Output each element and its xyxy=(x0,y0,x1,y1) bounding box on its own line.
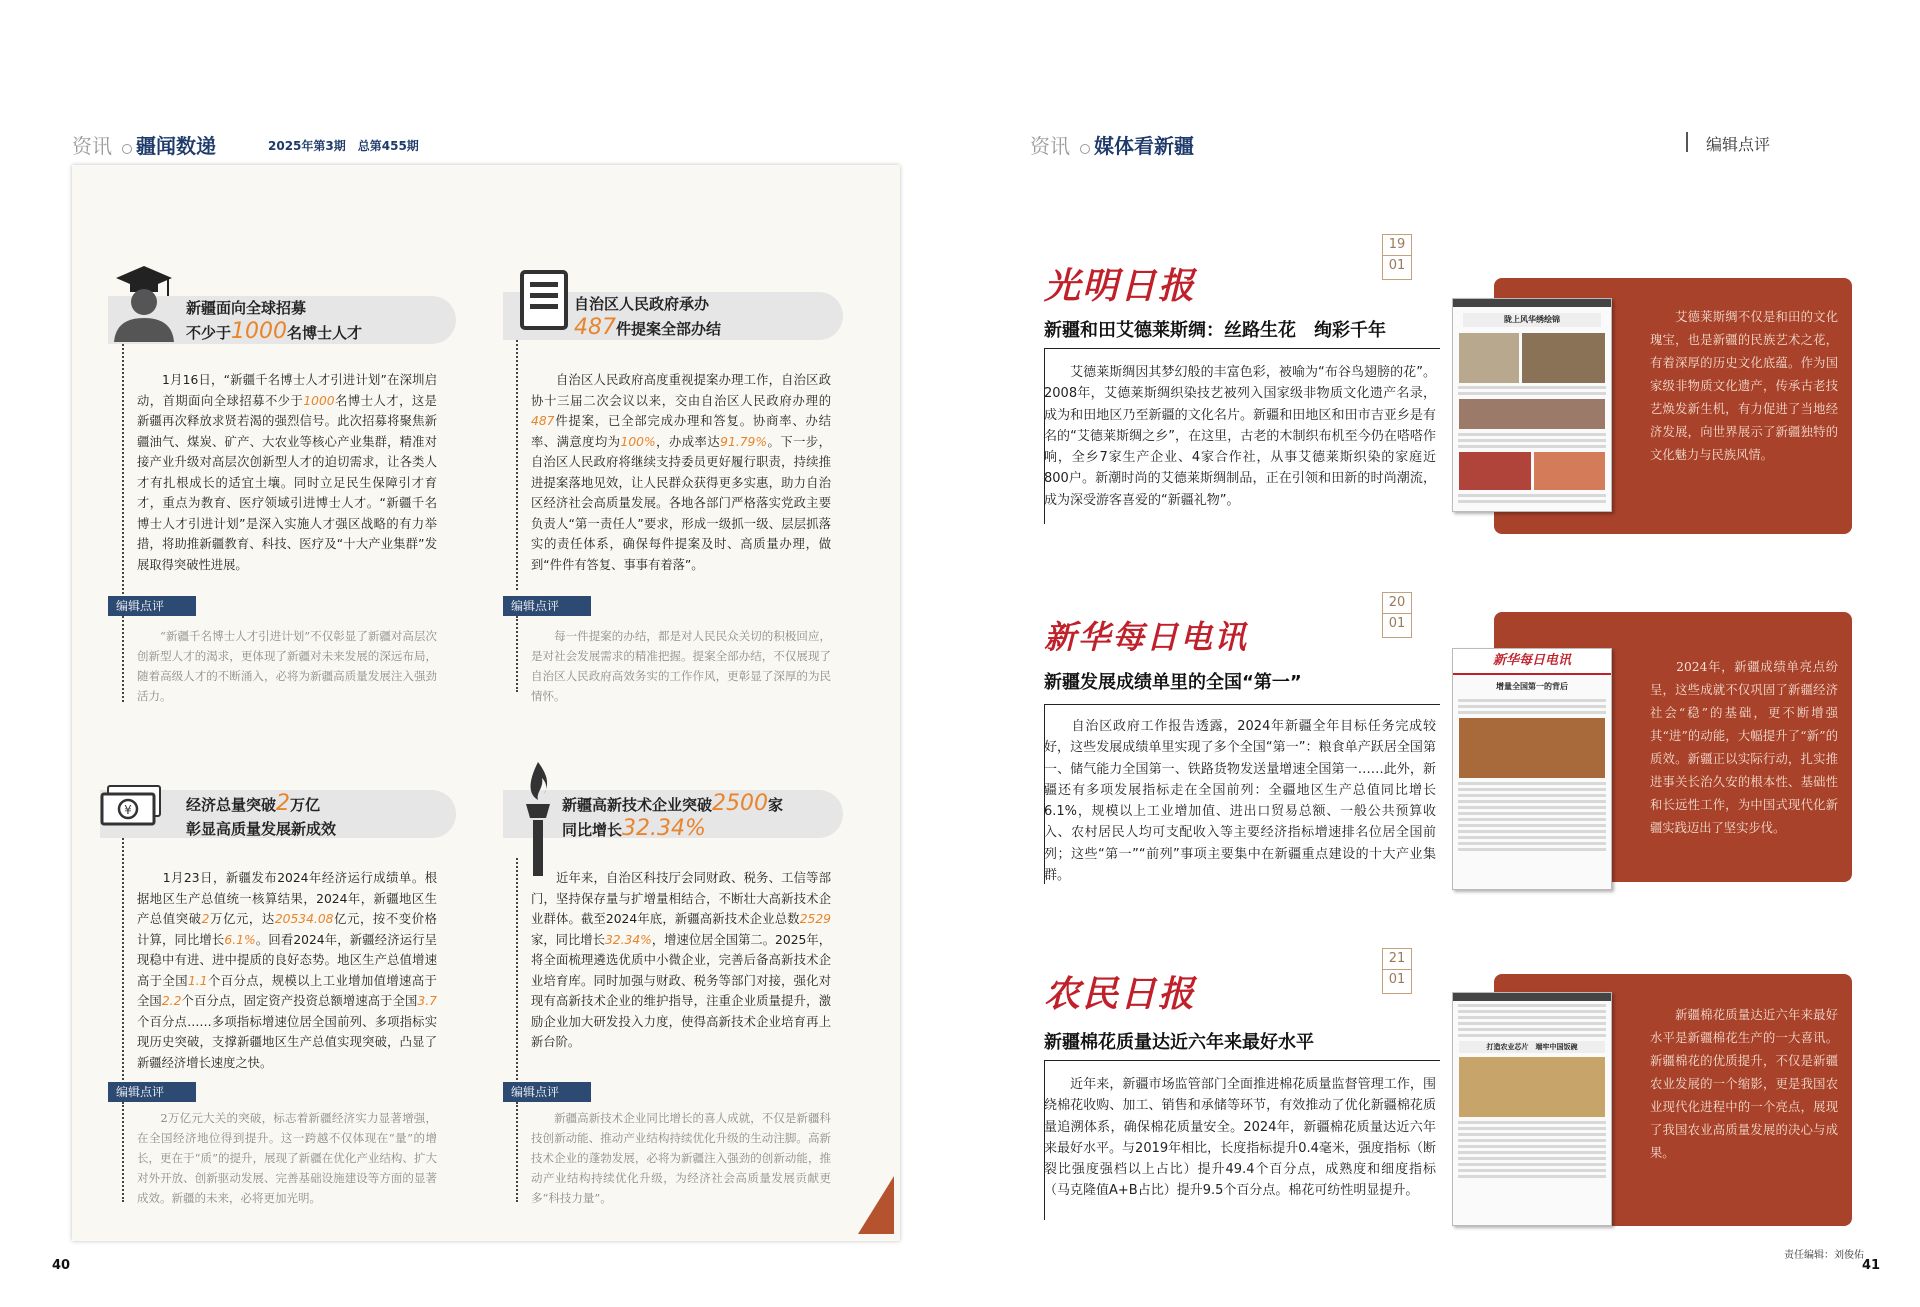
body-text: 。回看2024年，新疆经济运行呈现稳中有进、进中提质的良好态势。地区生产总值增速高于全国 xyxy=(137,932,437,988)
body-text: 万亿元，达 xyxy=(209,912,275,926)
card1-body xyxy=(137,370,437,575)
card3-title-post: 万亿 xyxy=(290,796,321,814)
article-body: 自治区政府工作报告透露，2024年新疆全年目标任务完成较好，这些发展成绩单里实现了多个全国“第一”：粮食单产跃居全国第一、储气能力全国第一、铁路货物发送量增速全国第一……此外，新疆还有多项发展指标走在全国前列：全疆地区生产总值同比增长6.1%，规模以上工业增加值、进出口贸易总额、一般公共预算收入、农村居民人均可支配收入等主要经济指标增速排名位居全国前列；这些“第一”“前列”事项主要集中在新疆重点建设的十大产业集群。 xyxy=(1044,719,1436,884)
card1-title-post: 名博士人才 xyxy=(287,324,363,342)
card3-title-line2: 彰显高质量发展新成效 xyxy=(186,820,337,838)
article-title: 新疆棉花质量达近六年来最好水平 xyxy=(1044,1032,1314,1053)
card2-body xyxy=(531,370,831,575)
card4-editor-tag: 编辑点评 xyxy=(503,1082,591,1102)
card4-comment: 新疆高新技术企业同比增长的喜人成就，不仅是新疆科技创新动能、推动产业结构持续优化升级的生动注脚。高新技术企业的蓬勃发展，必将为新疆注入强劲的创新动能，推动产业结构持续优化升级，为经济社会高质量发展贡献更多“科技力量”。 xyxy=(531,1111,831,1205)
highlight-number: 3.7 xyxy=(417,994,437,1008)
date-badge-month: 01 xyxy=(1388,616,1406,631)
card4-title-pre: 新疆高新技术企业突破 xyxy=(562,796,713,814)
newspaper-logo: 农民日报 xyxy=(1044,973,1197,1015)
date-badge xyxy=(1382,948,1412,994)
body-text: ，办成率达 xyxy=(655,434,721,449)
card2-comment-line xyxy=(516,616,518,692)
newspaper-logo: 光明日报 xyxy=(1044,265,1197,307)
thumb-masthead: 新华每日电讯 xyxy=(1453,649,1611,675)
card1-editor-tag: 编辑点评 xyxy=(108,596,196,616)
card1-dotted-line xyxy=(122,344,124,594)
card3-dotted-line xyxy=(122,838,124,1088)
section-label: 资讯 xyxy=(1030,134,1070,158)
thumb-photo xyxy=(1534,452,1606,490)
date-badge-day: 20 xyxy=(1388,595,1406,610)
date-badge-month: 01 xyxy=(1388,258,1406,273)
header-dot xyxy=(122,144,132,154)
card3-comment: 2万亿元大关的突破，标志着新疆经济实力显著增强，在全国经济地位得到提升。这一跨越不仅体现在“量”的增长，更在于“质”的提升，展现了新疆在优化产业结构、扩大对外开放、创新驱动发展、完善基础设施建设等方面的显著成效。新疆的未来，必将更加光明。 xyxy=(137,1111,437,1205)
article-title: 新疆发展成绩单里的全国“第一” xyxy=(1044,672,1302,693)
date-badge-day: 19 xyxy=(1388,237,1406,252)
date-badge xyxy=(1382,234,1412,280)
highlight-number: 32.34% xyxy=(604,932,652,947)
card4-title xyxy=(562,792,783,842)
thumb-headline: 打造农业芯片 端牢中国饭碗 xyxy=(1459,1041,1605,1053)
column-label: 编辑点评 xyxy=(1706,135,1771,154)
body-text: 家，同比增长 xyxy=(531,932,605,947)
thumb-masthead xyxy=(1453,993,1611,1001)
title-rule xyxy=(1044,348,1440,349)
torch-icon xyxy=(518,760,558,884)
date-badge-day: 21 xyxy=(1388,951,1406,966)
right-page-number: 41 xyxy=(1862,1258,1881,1273)
card2-title xyxy=(574,292,721,341)
body-text: 个百分点，规模以上工业增加值增速高于全国 xyxy=(137,973,437,1008)
body-text: 名博士人才，这是新疆再次释放求贤若渴的强烈信号。此次招募将聚焦新疆油气、煤炭、矿产、大农业等核心产业集群，精准对接产业升级对高层次创新型人才的迫切需求，让各类人才有扎根成长的适宜土壤。同时立足民生保障引才育才，重点为教育、医疗领域引进博士人才。“新疆千名博士人才引进计划”是深入实施人才强区战略的有力举措，将助推新疆教育、科技、医疗及“十大产业集群”发展取得突破性进展。 xyxy=(137,393,437,572)
body-text: 。下一步，自治区人民政府将继续支持委员更好履行职责，持续推进提案落地见效，让人民群众获得更多实惠，助力自治区经济社会高质量发展。各地各部门严格落实党政主要负责人“第一责任人”要求，形成一级抓一级、层层抓落实的责任体系，确保每件提案及时、高质量办理，做到“件件有答复、事事有着落”。 xyxy=(531,434,831,572)
date-badge-month: 01 xyxy=(1388,972,1406,987)
thumb-photo xyxy=(1522,333,1605,383)
card2-dotted-line xyxy=(516,340,518,590)
left-page-number: 40 xyxy=(52,1258,71,1273)
card1-title-line2 xyxy=(186,320,362,345)
column-divider xyxy=(1686,132,1688,152)
card1-comment-line xyxy=(122,616,124,702)
newspaper-thumbnail xyxy=(1452,298,1612,512)
highlight-number: 100% xyxy=(620,434,656,449)
body-text: 1月23日，新疆发布2024年经济运行成绩单。根据地区生产总值统一核算结果，2024年，新疆地区生产总值突破 xyxy=(137,871,437,926)
page-corner-fold xyxy=(858,1176,894,1234)
thumb-photos xyxy=(1459,333,1605,383)
body-text: 自治区人民政府高度重视提案办理工作，自治区政协十三届二次会议以来，交由自治区人民政府办理的 xyxy=(531,373,831,408)
header-dot xyxy=(1080,144,1090,154)
thumb-photos xyxy=(1459,452,1605,490)
newspaper-thumbnail xyxy=(1452,992,1612,1226)
card3-title xyxy=(186,792,336,841)
subsection-label: 疆闻数递 xyxy=(136,134,216,158)
highlight-number: 2 xyxy=(201,912,210,926)
card4-title-line1 xyxy=(562,792,783,817)
highlight-number: 20534.08 xyxy=(274,912,334,926)
card4-comment-line xyxy=(516,1102,518,1202)
body-text: 亿元，按不变价格计算，同比增长 xyxy=(137,912,437,947)
date-badge xyxy=(1382,592,1412,638)
article-body: 近年来，新疆市场监管部门全面推进棉花质量监督管理工作，围绕棉花收购、加工、销售和承储等环节，有效推动了优化新疆棉花质量追溯体系，确保棉花质量安全。2024年，新疆棉花质量达近六年来最好水平。与2019年相比，长度指标提升0.4毫米，强度指标（断裂比强度强档以上占比）提升49.4个百分点，成熟度和细度指标（马克隆值A+B占比）提升9.5个百分点。棉花可纺性明显提升。 xyxy=(1044,1077,1436,1199)
title-rule xyxy=(1044,704,1440,705)
thumb-headline: 陇上风华绣绘锦 xyxy=(1463,313,1601,327)
card1-title-pre: 不少于 xyxy=(186,324,232,342)
highlight-number: 487 xyxy=(531,414,555,428)
document-icon xyxy=(518,268,570,336)
body-text: 个百分点，固定资产投资总额增速高于全国 xyxy=(181,994,418,1008)
comment-text: 新疆棉花质量达近六年来最好水平是新疆棉花生产的一大喜讯。新疆棉花的优质提升，不仅是新疆农业发展的一个缩影，更是我国农业现代化进程中的一个亮点，展现了我国农业高质量发展的决心与成果。 xyxy=(1650,1008,1838,1160)
card1-title xyxy=(186,296,362,345)
thumb-photo xyxy=(1459,452,1531,490)
card4-title-line2-pre: 同比增长 xyxy=(562,821,623,839)
left-page-header xyxy=(72,130,216,159)
newspaper-thumbnail xyxy=(1452,648,1612,890)
article-body: 艾德莱斯绸因其梦幻般的丰富色彩，被喻为“布谷鸟翅膀的花”。2008年，艾德莱斯绸织染技艺被列入国家级非物质文化遗产名录，成为和田地区乃至新疆的文化名片。新疆和田地区和田市吉亚乡是有名的“艾德莱斯绸之乡”，在这里，古老的木制织布机至今仍在嗒嗒作响，全乡7家生产企业、4家合作社，从事艾德莱斯织染的家庭近800户。新潮时尚的艾德莱斯绸制品，正在引领和田新的时尚潮流，成为深受游客喜爱的“新疆礼物”。 xyxy=(1044,365,1436,508)
card1-title-line1: 新疆面向全球招募 xyxy=(186,299,307,317)
newspaper-logo: 新华每日电讯 xyxy=(1044,618,1249,656)
card2-title-post: 件提案全部办结 xyxy=(616,320,722,338)
card3-title-line1 xyxy=(186,792,336,817)
body-text: 1月16日，“新疆千名博士人才引进计划”在深圳启动，首期面向全球招募不少于 xyxy=(137,373,437,408)
body-text: ，增速位居全国第二。2025年，将全面梳理遴选优质中小微企业，完善后备高新技术企业培育库。同时加强与财政、税务等部门对接，强化对现有高新技术企业的维护指导，注重企业质量提升，激励企业加大研发投入力度，使得高新技术企业培育再上新台阶。 xyxy=(531,932,831,1049)
card2-editor-tag: 编辑点评 xyxy=(503,596,591,616)
card4-title-number: 2500 xyxy=(712,791,769,816)
svg-text:¥: ¥ xyxy=(124,803,132,817)
card4-title-percent: 32.34% xyxy=(622,816,706,841)
card3-body xyxy=(137,868,437,1073)
body-text: 个百分点……多项指标增速位居全国前列、多项指标实现历史突破，支撑新疆地区生产总值实现突破，凸显了新疆经济增长速度之快。 xyxy=(137,1014,437,1070)
right-page-header xyxy=(1030,130,1194,159)
graduate-icon xyxy=(110,262,178,346)
thumb-photo xyxy=(1459,1057,1605,1117)
card2-comment: 每一件提案的办结，都是对人民民众关切的积极回应，是对社会发展需求的精准把握。提案全部办结，不仅展现了自治区人民政府高效务实的工作作风，更彰显了深厚的为民情怀。 xyxy=(531,629,831,703)
issue-info: 2025年第3期 总第455期 xyxy=(268,139,419,153)
card4-dotted-line xyxy=(516,858,518,1088)
card2-title-line2 xyxy=(574,316,721,341)
card3-editor-tag: 编辑点评 xyxy=(108,1082,196,1102)
section-label: 资讯 xyxy=(72,134,112,158)
body-text: 近年来，自治区科技厅会同财政、税务、工信等部门，坚持保存量与扩增量相结合，不断壮大高新技术企业群体。截至2024年底，新疆高新技术企业总数 xyxy=(531,871,831,926)
highlight-number: 2529 xyxy=(799,912,831,926)
highlight-number: 2.2 xyxy=(161,994,182,1008)
card1-title-number: 1000 xyxy=(231,319,288,344)
card4-body xyxy=(531,868,831,1053)
card2-title-number: 487 xyxy=(574,315,616,340)
article-title: 新疆和田艾德莱斯绸：丝路生花 绚彩千年 xyxy=(1044,320,1386,341)
highlight-number: 1000 xyxy=(303,393,335,408)
highlight-number: 1.1 xyxy=(187,973,208,988)
card4-title-post: 家 xyxy=(768,796,784,814)
thumb-photo xyxy=(1459,333,1519,383)
comment-text: 艾德莱斯绸不仅是和田的文化瑰宝，也是新疆的民族艺术之花，有着深厚的历史文化底蕴。作为国家级非物质文化遗产，传承古老技艺焕发新生机，有力促进了当地经济发展，向世界展示了新疆独特的文化魅力与民族风情。 xyxy=(1650,310,1838,462)
thumb-headline: 增量全国第一的背后 xyxy=(1496,682,1568,691)
card3-title-pre: 经济总量突破 xyxy=(186,796,277,814)
comment-text: 2024年，新疆成绩单亮点纷呈，这些成就不仅巩固了新疆经济社会“稳”的基础，更不断增强其“进”的动能，大幅提升了“新”的质效。新疆正以实际行动，扎实推进事关长治久安的根本性、基础性和长远性工作，为中国式现代化新疆实践迈出了坚实步伐。 xyxy=(1650,660,1838,835)
card3-comment-line xyxy=(122,1102,124,1202)
card1-comment: “新疆千名博士人才引进计划”不仅彰显了新疆对高层次创新型人才的渴求，更体现了新疆对未来发展的深远布局，随着高级人才的不断涌入，必将为新疆高质量发展注入强劲活力。 xyxy=(137,629,437,703)
money-icon xyxy=(98,784,162,832)
thumb-photo xyxy=(1459,399,1605,429)
card4-title-line2 xyxy=(562,817,783,842)
thumb-photo xyxy=(1459,718,1605,778)
editor-credit: 责任编辑：刘俊佑 xyxy=(1784,1250,1864,1261)
title-rule xyxy=(1044,1060,1440,1061)
subsection-label: 媒体看新疆 xyxy=(1094,134,1194,158)
card3-title-number: 2 xyxy=(276,791,291,816)
body-text: 件提案，已全部完成办理和答复。协商率、办结率、满意度均为 xyxy=(531,414,831,449)
thumb-masthead xyxy=(1453,299,1611,307)
card2-title-line1: 自治区人民政府承办 xyxy=(574,295,710,313)
highlight-number: 6.1% xyxy=(224,932,256,947)
highlight-number: 91.79% xyxy=(720,434,768,449)
